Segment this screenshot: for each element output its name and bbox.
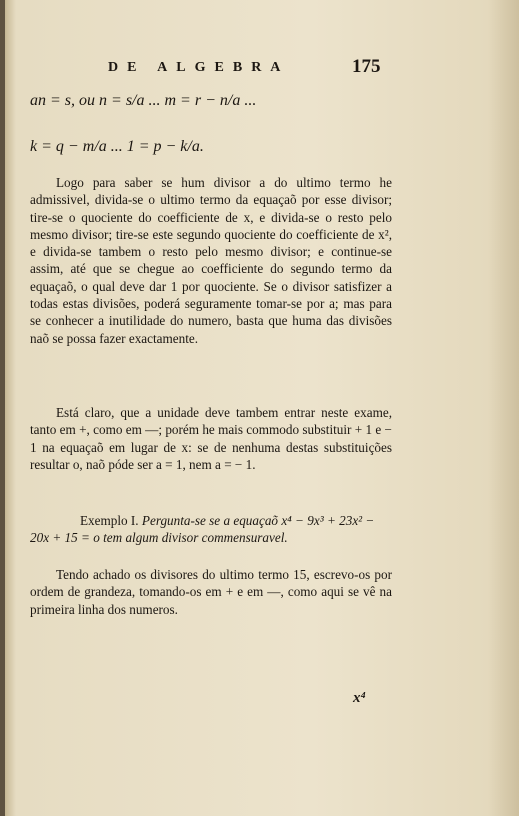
paragraph-text: Logo para saber se hum divisor a do ultimo termo he admissivel, divida-se o ultimo termo da equaçaõ por esse divisor; tire-se o quociente do coefficiente de x, e divida-se o resto pelo mesmo divisor; tire-se este segundo quociente do coefficiente de x², e divida-se tambem o resto pelo mesmo divisor; e continue-se assim, até que se chegue ao coefficiente do segundo termo da equaçaõ, o qual deve dar 1 por quociente. Se o divisor satisfizer a todas estas divisões, poderá seguramente tomar-se por a; mas para se conhecer a inutilidade do numero, basta que huma das divisões naõ se possa fazer exactamente. — [30, 175, 392, 346]
equation-line-2: k = q − m/a ... 1 = p − k/a. — [30, 138, 204, 155]
equation-line-1: an = s, ou n = s/a ... m = r − n/a ... — [30, 92, 257, 109]
running-head: DE ALGEBRA — [108, 60, 290, 75]
example-label: Exemplo I. — [80, 513, 139, 528]
paragraph-text: Tendo achado os divisores do ultimo termo 15, escrevo-os por ordem de grandeza, tomando-os em + e em —, como aqui se vê na primeira linha dos numeros. — [30, 567, 392, 617]
example-text: Pergunta-se se a equaçaõ x⁴ − 9x³ + 23x² − 20x + 15 = o tem algum divisor commensuravel. — [30, 513, 375, 545]
paragraph-text: Está claro, que a unidade deve tambem entrar neste exame, tanto em +, como em —; porém he mais commodo substituir + 1 e − 1 na equaçaõ em lugar de x: se de nenhuma destas substituições resultar o, naõ póde ser a = 1, nem a = − 1. — [30, 405, 392, 472]
catchword: x⁴ — [353, 690, 366, 706]
book-spine — [0, 0, 5, 816]
paragraph-divisor-test — [30, 174, 392, 347]
paragraph-divisors — [30, 566, 392, 618]
page-number: 175 — [352, 56, 381, 77]
example-block — [30, 512, 392, 546]
paragraph-unit-test — [30, 404, 392, 473]
